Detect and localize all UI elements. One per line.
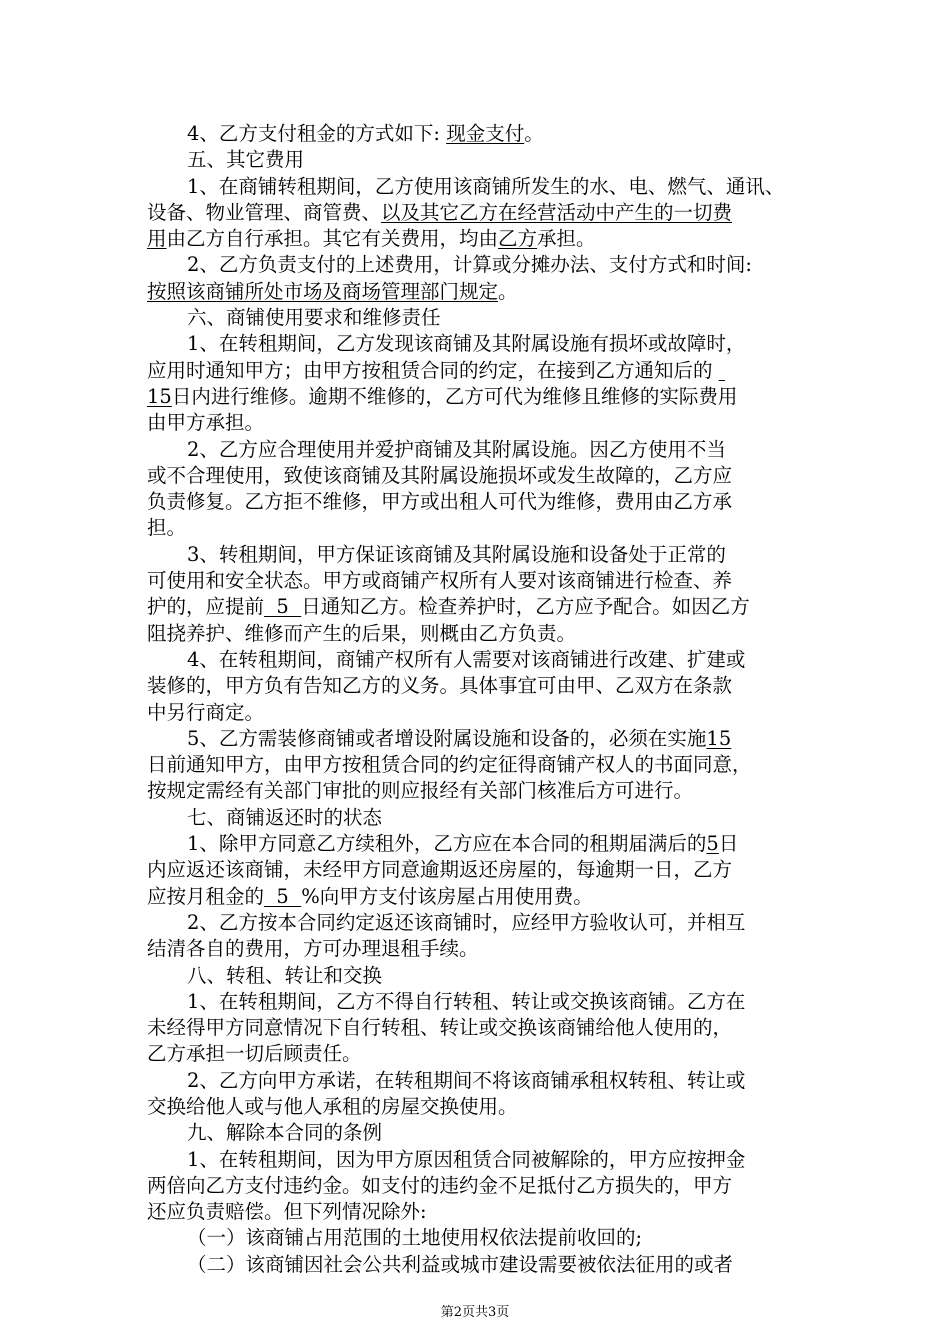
text-line [147, 252, 817, 278]
text-segment: %向甲方支付该房屋占用使用费。 [301, 884, 593, 908]
text-line [147, 1147, 817, 1173]
text-segment: 可使用和安全状态。甲方或商铺产权所有人要对该商铺进行检查、养 [147, 569, 733, 593]
text-segment: （一）该商铺占用范围的土地使用权依法提前收回的; [187, 1226, 643, 1250]
text-segment: 中另行商定。 [147, 700, 265, 724]
text-segment: 应用时通知甲方；由甲方按租赁合同的约定，在接到乙方通知后的 [147, 358, 719, 382]
text-line [147, 1225, 817, 1251]
text-line [147, 1068, 817, 1094]
text-segment: 交换给他人或与他人承租的房屋交换使用。 [147, 1094, 518, 1118]
text-segment: 阻挠养护、维修而产生的后果，则概由乙方负责。 [147, 621, 577, 645]
underlined-fill-text: 现金支付 [446, 122, 525, 145]
underlined-fill-text: 15 [147, 384, 172, 408]
text-segment: 1、除甲方同意乙方续租外，乙方应在本合同的租期届满后的 [187, 832, 707, 856]
text-segment: 应按月租金的 [147, 884, 265, 908]
text-segment: 2、乙方应合理使用并爱护商铺及其附属设施。因乙方使用不当 [187, 437, 726, 461]
text-line [147, 726, 817, 752]
text-segment: 两倍向乙方支付违约金。如支付的违约金不足抵付乙方损失的，甲方 [147, 1173, 733, 1197]
text-line [147, 331, 817, 357]
text-line [147, 358, 817, 384]
document-body [147, 121, 817, 1278]
text-segment: 六、商铺使用要求和维修责任 [187, 306, 441, 330]
text-line [147, 1199, 817, 1225]
text-line [147, 963, 817, 989]
text-line [147, 305, 817, 331]
text-line [147, 805, 817, 831]
text-segment: 5、乙方需装修商铺或者增设附属设施和设备的，必须在实施 [187, 726, 707, 750]
text-segment: 日通知乙方。检查养护时，乙方应予配合。如因乙方 [301, 595, 750, 619]
text-line [147, 463, 817, 489]
text-segment: 2、乙方按本合同约定返还该商铺时，应经甲方验收认可，并相互 [187, 910, 746, 934]
text-line [147, 437, 817, 463]
text-line [147, 147, 817, 173]
text-line [147, 279, 817, 305]
text-segment: 4、乙方支付租金的方式如下: [187, 122, 447, 145]
text-segment: 七、商铺返还时的状态 [187, 805, 383, 829]
text-segment: 1、在转租期间，乙方发现该商铺及其附属设施有损坏或故障时， [187, 332, 746, 356]
text-line [147, 121, 817, 147]
text-line [147, 673, 817, 699]
text-segment: 护的，应提前 [147, 595, 265, 619]
text-segment: 乙方承担一切后顾责任。 [147, 1042, 362, 1066]
text-segment: 由甲方承担。 [147, 411, 265, 435]
text-line [147, 384, 817, 410]
text-line [147, 1120, 817, 1146]
text-segment: 九、解除本合同的条例 [187, 1121, 383, 1145]
text-segment: 。 [498, 279, 518, 303]
text-segment: 日内进行维修。逾期不维修的，乙方可代为维修且维修的实际费用 [171, 384, 738, 408]
text-line [147, 884, 817, 910]
text-line [147, 936, 817, 962]
underlined-fill-text: 按照该商铺所处市场及商场管理部门规定 [147, 279, 499, 303]
text-line [147, 1015, 817, 1041]
text-segment: 日前通知甲方，由甲方按租赁合同的约定征得商铺产权人的书面同意， [147, 753, 752, 777]
underlined-fill-text [719, 359, 725, 382]
text-line [147, 778, 817, 804]
text-segment: 1、在转租期间，乙方不得自行转租、转让或交换该商铺。乙方在 [187, 989, 746, 1013]
text-segment: 2、乙方向甲方承诺，在转租期间不将该商铺承租权转租、转让或 [187, 1068, 746, 1092]
text-segment: 1、在转租期间，因为甲方原因租赁合同被解除的，甲方应按押金 [187, 1147, 746, 1171]
text-segment: 八、转租、转让和交换 [187, 963, 383, 987]
text-line [147, 1173, 817, 1199]
text-segment: 承担。 [537, 227, 596, 251]
text-segment: 。 [524, 122, 544, 145]
text-segment: （二）该商铺因社会公共利益或城市建设需要被依法征用的或者 [187, 1252, 734, 1276]
text-segment: 负责修复。乙方拒不维修，甲方或出租人可代为维修，费用由乙方承 [147, 490, 733, 514]
text-line [147, 621, 817, 647]
text-line [147, 1094, 817, 1120]
text-line [147, 542, 817, 568]
text-segment: 装修的，甲方负有告知乙方的义务。具体事宜可由甲、乙双方在条款 [147, 674, 733, 698]
text-segment: 日 [718, 832, 739, 856]
text-segment: 按规定需经有关部门审批的则应报经有关部门核准后方可进行。 [147, 779, 694, 803]
text-line [147, 174, 817, 200]
text-line [147, 910, 817, 936]
text-line [147, 515, 817, 541]
page-footer: 第2页共3页 [440, 1305, 510, 1320]
text-line [147, 200, 817, 226]
text-line [147, 489, 817, 515]
text-segment: 内应返还该商铺，未经甲方同意逾期返还房屋的，每逾期一日，乙方 [147, 858, 733, 882]
text-line [147, 831, 817, 857]
underlined-fill-text: 以及其它乙方在经营活动中产生的一切费 [381, 200, 733, 224]
text-line [147, 568, 817, 594]
text-segment: 1、在商铺转租期间，乙方使用该商铺所发生的水、电、燃气、通讯、 [187, 174, 785, 198]
text-segment: 五、其它费用 [187, 148, 305, 172]
text-line [147, 989, 817, 1015]
underlined-fill-text: 用 [147, 227, 167, 251]
text-line [147, 410, 817, 436]
text-segment: 担。 [147, 516, 187, 540]
underlined-fill-text: 5 [264, 884, 302, 908]
text-line [147, 700, 817, 726]
text-line [147, 594, 817, 620]
text-segment: 2、乙方负责支付的上述费用，计算或分摊办法、支付方式和时间: [187, 253, 752, 277]
text-line [147, 857, 817, 883]
text-segment: 结清各自的费用，方可办理退租手续。 [147, 937, 479, 961]
text-line [147, 752, 817, 778]
text-segment: 设备、物业管理、商管费、 [147, 200, 382, 224]
underlined-fill-text: 5 [264, 595, 302, 619]
text-line [147, 1252, 817, 1278]
underlined-fill-text: 15 [706, 726, 732, 750]
text-segment: 还应负责赔偿。但下列情况除外: [147, 1200, 427, 1224]
text-line [147, 226, 817, 252]
text-segment: 未经得甲方同意情况下自行转租、转让或交换该商铺给他人使用的， [147, 1016, 733, 1040]
underlined-fill-text: 乙方 [498, 227, 538, 251]
underlined-fill-text: 5 [706, 832, 719, 856]
text-segment: 4、在转租期间，商铺产权所有人需要对该商铺进行改建、扩建或 [187, 647, 746, 671]
text-line [147, 1041, 817, 1067]
text-line [147, 647, 817, 673]
text-segment: 由乙方自行承担。其它有关费用，均由 [166, 227, 499, 251]
text-segment: 3、转租期间，甲方保证该商铺及其附属设施和设备处于正常的 [187, 542, 726, 566]
text-segment: 或不合理使用，致使该商铺及其附属设施损坏或发生故障的，乙方应 [147, 463, 733, 487]
